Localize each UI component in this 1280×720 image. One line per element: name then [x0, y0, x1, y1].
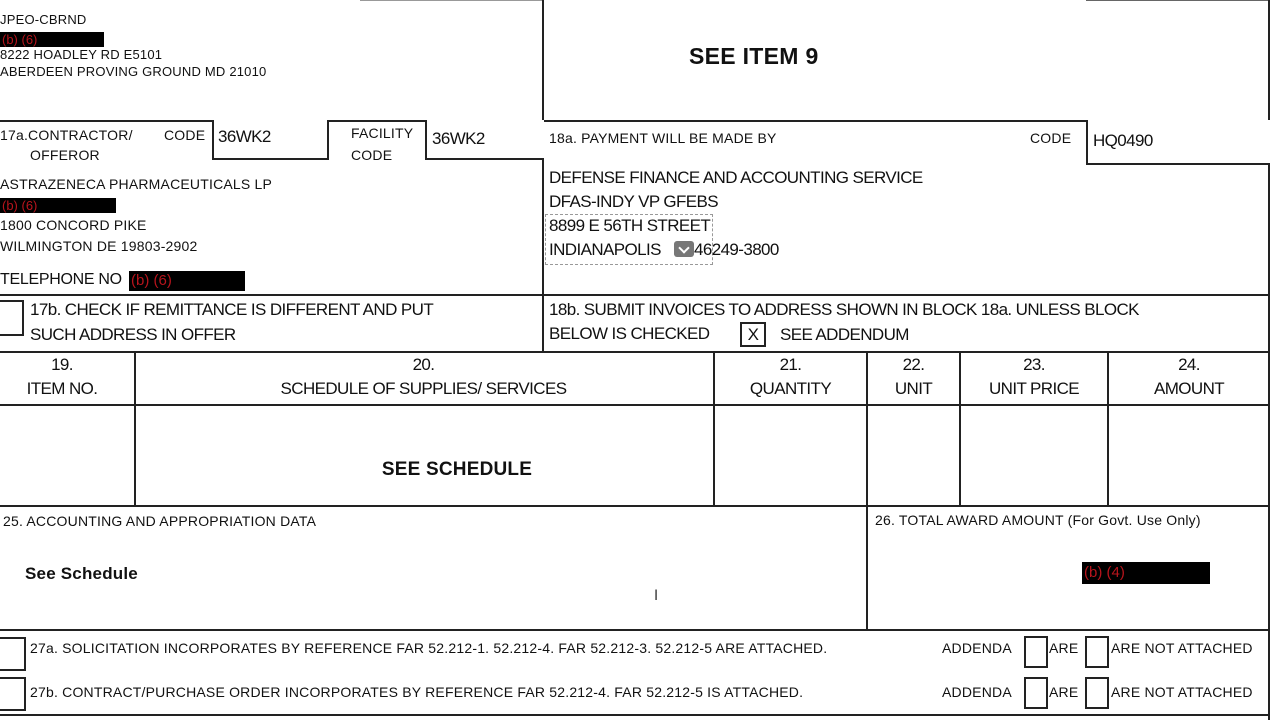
contractor-label: 17a.CONTRACTOR/ [0, 127, 133, 143]
invoice-line1: 18b. SUBMIT INVOICES TO ADDRESS SHOWN IN BLOCK 18a. UNLESS BLOCK [549, 300, 1139, 319]
chevron-down-icon[interactable] [674, 241, 694, 257]
contract-are: ARE [1049, 684, 1079, 700]
solicitation-addenda: ADDENDA [942, 640, 1012, 656]
rule-row25-top [0, 505, 1270, 507]
top-rule-mid [360, 0, 542, 1]
solicitation-are-checkbox[interactable] [1024, 636, 1048, 668]
payment-line2: DFAS-INDY VP GFEBS [549, 192, 719, 211]
col-item-no-num: 19. [51, 355, 73, 374]
facility-code-value: 36WK2 [432, 129, 485, 148]
redaction-office: (b) (6) [0, 32, 104, 47]
see-schedule-text: SEE SCHEDULE [381, 459, 533, 480]
facility-label: FACILITY [351, 125, 414, 141]
remittance-line1: 17b. CHECK IF REMITTANCE IS DIFFERENT AND PUT [30, 300, 434, 319]
rule-row27-top [0, 629, 1270, 631]
telephone-label: TELEPHONE NO [0, 271, 122, 288]
contractor-name: ASTRAZENECA PHARMACEUTICALS LP [0, 176, 273, 192]
solicitation-text: 27a. SOLICITATION INCORPORATES BY REFERENCE FAR 52.212-1. 52.212-4. FAR 52.212-3. 52.212-5 ARE ATTACHED. [30, 640, 828, 656]
see-item-9: SEE ITEM 9 [689, 43, 819, 69]
contract-checkbox[interactable] [0, 677, 26, 711]
rule-row17-top [0, 120, 1270, 122]
payment-line4-zip: 46249-3800 [694, 240, 779, 259]
rule-columns-top [0, 351, 1270, 353]
col-amount-label: AMOUNT [1153, 379, 1225, 398]
issuing-address1: 8222 HOADLEY RD E5101 [0, 47, 163, 62]
divider-top-center [542, 0, 544, 353]
remittance-checkbox[interactable] [0, 300, 24, 336]
remittance-line2: SUCH ADDRESS IN OFFER [30, 325, 236, 344]
contractor-code-value: 36WK2 [218, 127, 271, 146]
contract-are-not-checkbox[interactable] [1085, 677, 1109, 709]
accounting-label: 25. ACCOUNTING AND APPROPRIATION DATA [3, 513, 317, 529]
issuing-address2: ABERDEEN PROVING GROUND MD 21010 [0, 64, 267, 79]
payment-code-label: CODE [1030, 130, 1072, 146]
col-unit-price-label: UNIT PRICE [988, 379, 1080, 398]
contract-text: 27b. CONTRACT/PURCHASE ORDER INCORPORATES BY REFERENCE FAR 52.212-4. FAR 52.212-5 IS ATTACHED. [30, 684, 804, 700]
invoice-line2: BELOW IS CHECKED [549, 324, 710, 343]
solicitation-are-not-checkbox[interactable] [1085, 636, 1109, 668]
col-quantity-num: 21. [779, 355, 802, 374]
contractor-street: 1800 CONCORD PIKE [0, 217, 147, 233]
rule-bottom [0, 714, 1270, 716]
col-divider-20 [713, 351, 715, 506]
total-award-label: 26. TOTAL AWARD AMOUNT (For Govt. Use Only) [875, 512, 1201, 528]
col-divider-22 [959, 351, 961, 506]
contract-are-checkbox[interactable] [1024, 677, 1048, 709]
offeror-label: OFFEROR [30, 147, 100, 163]
payment-code-value: HQ0490 [1093, 131, 1153, 150]
col-unit-label: UNIT [894, 379, 933, 398]
contractor-city: WILMINGTON DE 19803-2902 [0, 238, 198, 254]
contractor-code-label: CODE [164, 127, 206, 143]
col-item-no-label: ITEM NO. [26, 379, 98, 398]
top-rule-right [1086, 0, 1270, 1]
col-schedule-label: SCHEDULE OF SUPPLIES/ SERVICES [280, 379, 567, 398]
solicitation-are: ARE [1049, 640, 1079, 656]
col-divider-23 [1107, 351, 1109, 506]
see-addendum-check-mark: X [747, 325, 759, 344]
col-unit-num: 22. [902, 355, 925, 374]
redaction-total-award: (b) (4) [1082, 562, 1210, 584]
col-quantity-label: QUANTITY [749, 379, 832, 398]
col-unit-price-num: 23. [1023, 355, 1045, 374]
solicitation-are-not: ARE NOT ATTACHED [1111, 640, 1253, 656]
solicitation-checkbox[interactable] [0, 637, 26, 671]
accounting-value: See Schedule [25, 564, 138, 583]
redaction-contractor: (b) (6) [0, 198, 116, 213]
payment-line3: 8899 E 56TH STREET [549, 216, 711, 235]
col-divider-19 [134, 351, 136, 506]
contract-addenda: ADDENDA [942, 684, 1012, 700]
facility-code-label: CODE [351, 147, 393, 163]
text-cursor-icon: I [654, 588, 659, 604]
payment-line4-city: INDIANAPOLIS [549, 240, 661, 259]
see-addendum-label: SEE ADDENDUM [780, 325, 909, 344]
rule-columns-bottom [0, 404, 1270, 406]
col-schedule-num: 20. [412, 355, 435, 374]
redaction-telephone: (b) (6) [129, 271, 245, 291]
issuing-office: JPEO-CBRND [0, 12, 87, 27]
payment-label: 18a. PAYMENT WILL BE MADE BY [549, 130, 777, 146]
payment-line1: DEFENSE FINANCE AND ACCOUNTING SERVICE [549, 168, 923, 187]
col-amount-num: 24. [1178, 355, 1200, 374]
contract-are-not: ARE NOT ATTACHED [1111, 684, 1253, 700]
rule-row17b-top [0, 294, 1270, 296]
